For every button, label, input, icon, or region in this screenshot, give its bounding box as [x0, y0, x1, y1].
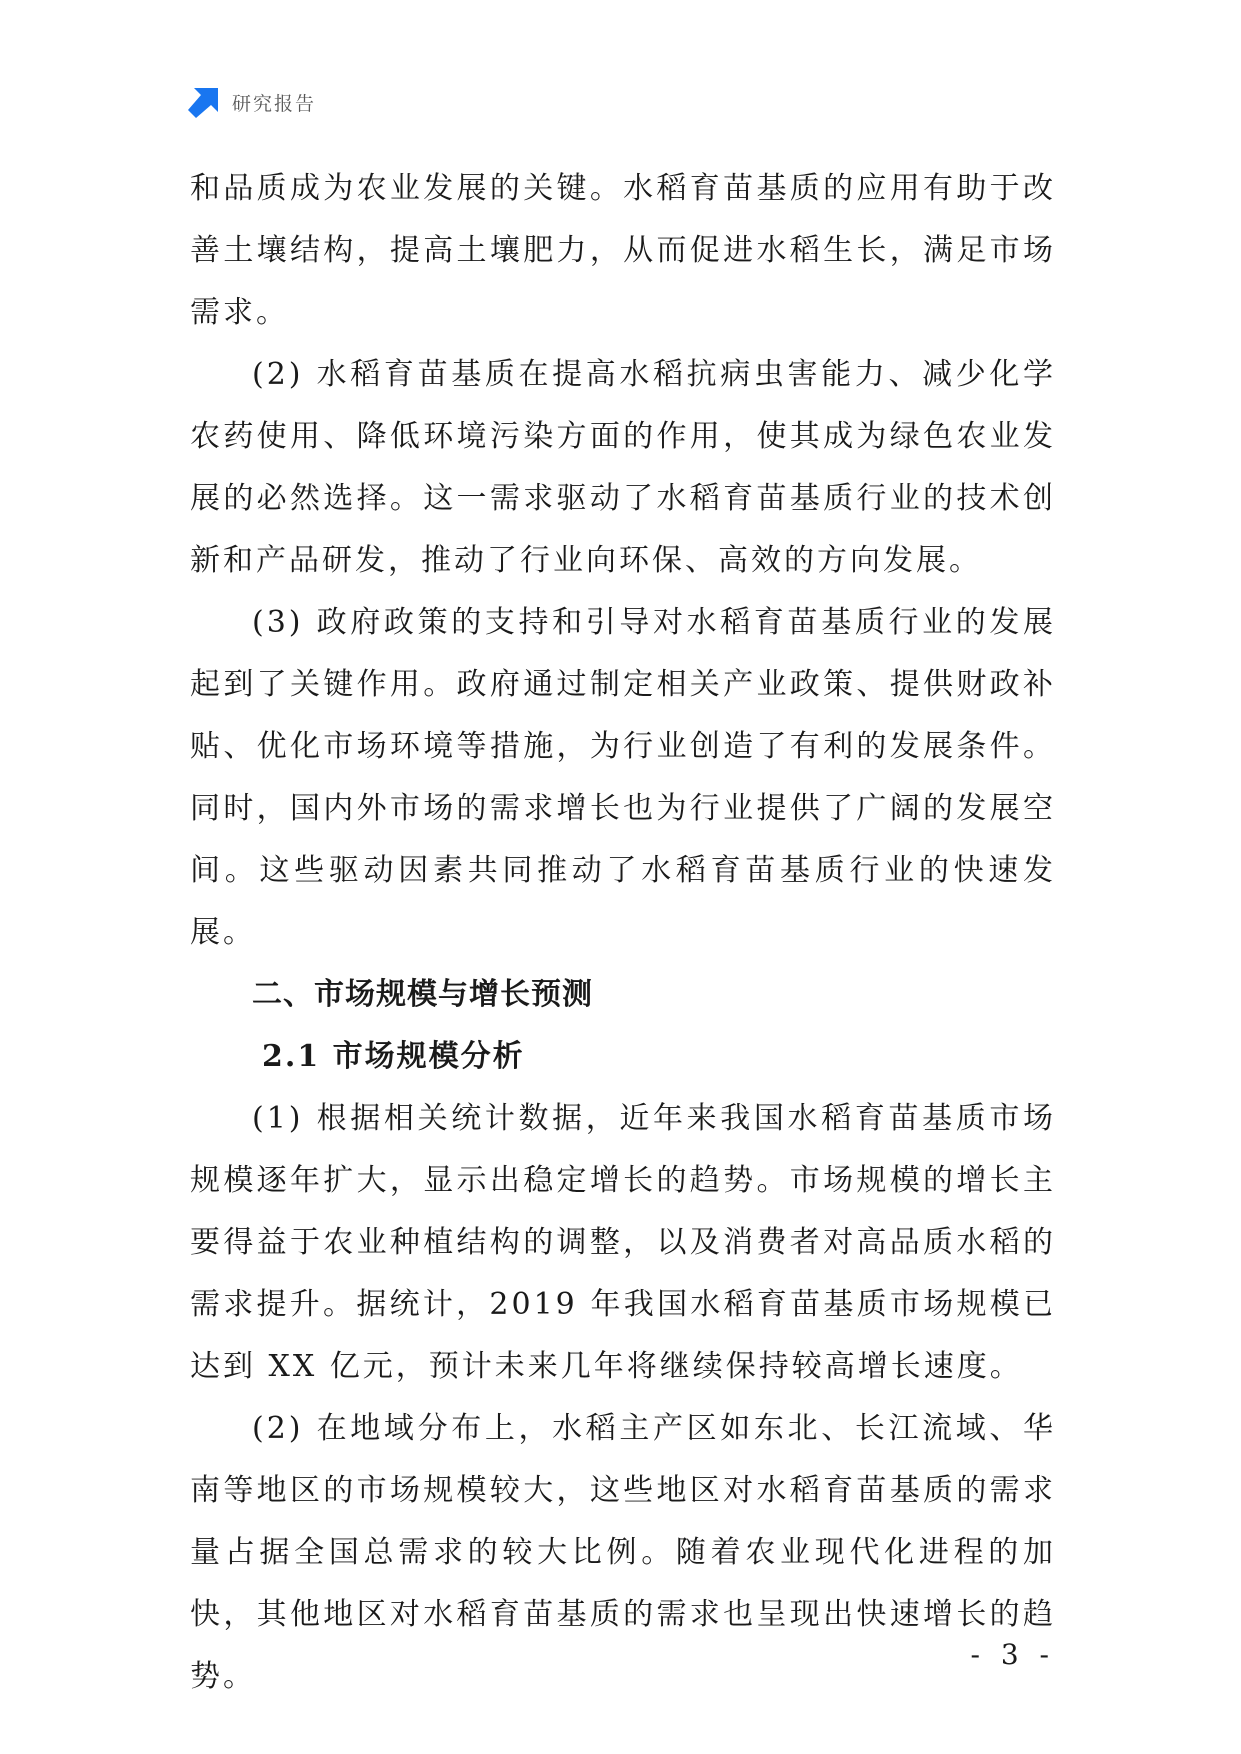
paragraph-5: (2) 在地域分布上，水稻主产区如东北、长江流域、华南等地区的市场规模较大，这些地区对水稻育苗基质的需求量占据全国总需求的较大比例。随着农业现代化进程的加快，其他地区对水稻育苗基质的需求也呈现出快速增长的趋势。 [190, 1411, 1056, 1694]
arrow-up-right-icon [188, 86, 220, 118]
page-header [188, 86, 316, 118]
paragraph-4: (1) 根据相关统计数据，近年来我国水稻育苗基质市场规模逐年扩大，显示出稳定增长的趋势。市场规模的增长主要得益于农业种植结构的调整，以及消费者对高品质水稻的需求提升。据统计，2019 年我国水稻育苗基质市场规模已达到 XX 亿元，预计未来几年将继续保持较高增长速度。 [190, 1101, 1056, 1384]
document-body [190, 158, 1056, 1708]
paragraph-3: (3) 政府政策的支持和引导对水稻育苗基质行业的发展起到了关键作用。政府通过制定相关产业政策、提供财政补贴、优化市场环境等措施，为行业创造了有利的发展条件。同时，国内外市场的需求增长也为行业提供了广阔的发展空间。这些驱动因素共同推动了水稻育苗基质行业的快速发展。 [190, 605, 1056, 950]
paragraph-2: (2) 水稻育苗基质在提高水稻抗病虫害能力、减少化学农药使用、降低环境污染方面的作用，使其成为绿色农业发展的必然选择。这一需求驱动了水稻育苗基质行业的技术创新和产品研发，推动了行业向环保、高效的方向发展。 [190, 357, 1056, 578]
paragraph-1: 和品质成为农业发展的关键。水稻育苗基质的应用有助于改善土壤结构，提高土壤肥力，从而促进水稻生长，满足市场需求。 [190, 171, 1056, 330]
header-title: 研究报告 [232, 92, 317, 115]
section-heading: 二、市场规模与增长预测 [252, 977, 593, 1012]
subsection-heading: 2.1 市场规模分析 [262, 1039, 525, 1074]
page-number: - 3 - [970, 1638, 1055, 1671]
